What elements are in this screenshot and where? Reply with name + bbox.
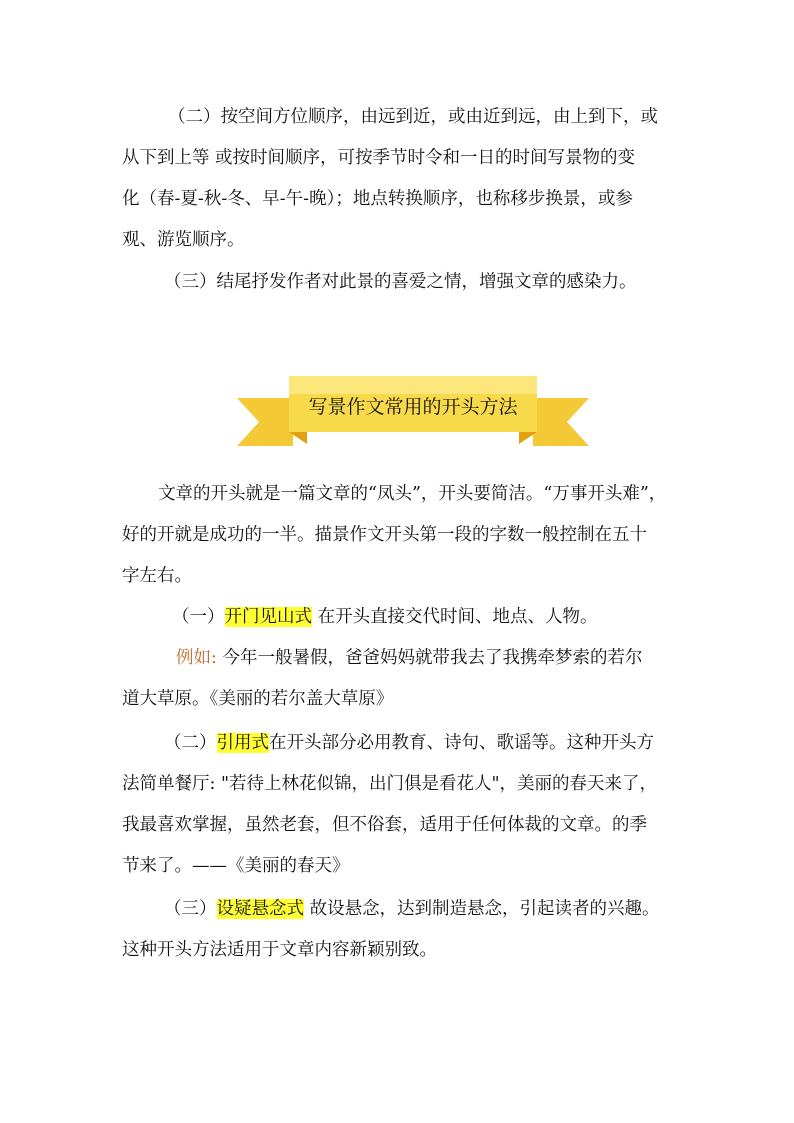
method-1 [172, 605, 732, 629]
paragraph-2-line-1: （二）按空间方位顺序，由远到近，或由近到远，由上到下，或 [168, 107, 658, 127]
method-3-prefix: （三） [164, 899, 217, 919]
method-1-name: 开门见山式 [224, 607, 312, 627]
section-banner [237, 376, 589, 446]
paragraph-2-line-2: 从下到上等 或按时间顺序，可按季节时令和一日的时间写景物的变 [122, 148, 636, 168]
method-1-prefix: （一） [172, 607, 225, 627]
method-2 [164, 731, 724, 755]
method-1-example-line-1 [176, 646, 736, 670]
method-1-example-line-2: 道大草原。《美丽的若尔盖大草原》 [122, 689, 394, 709]
method-3-desc: 故设悬念，达到制造悬念，引起读者的兴趣。 [304, 899, 660, 919]
method-2-line-3: 我最喜欢掌握，虽然老套，但不俗套，适用于任何体裁的文章。的季 [122, 815, 647, 835]
paragraph-2-line-3: 化（春-夏-秋-冬、早-午-晚）；地点转换顺序，也称移步换景，或参 [122, 189, 633, 209]
method-2-desc: 在开头部分必用教育、诗句、歌谣等。这种开头方 [269, 733, 654, 753]
intro-line-3: 字左右。 [122, 566, 192, 586]
banner-title: 写景作文常用的开头方法 [308, 396, 518, 418]
intro-line-1: 文章的开头就是一篇文章的“凤头”，开头要简洁。“万事开头难”， [158, 484, 667, 504]
method-2-line-2: 法简单餐厅: "若待上林花似锦，出门俱是看花人"，美丽的春天来了， [122, 774, 658, 794]
method-3-name: 设疑悬念式 [216, 899, 304, 919]
example-label: 例如: [176, 648, 217, 668]
method-2-prefix: （二） [164, 733, 217, 753]
paragraph-3: （三）结尾抒发作者对此景的喜爱之情，增强文章的感染力。 [164, 272, 637, 292]
method-3-line-2: 这种开头方法适用于文章内容新颖别致。 [122, 940, 437, 960]
method-2-line-4: 节来了。——《美丽的春天》 [122, 856, 350, 876]
paragraph-2-line-4: 观、游览顺序。 [122, 230, 245, 250]
example-text: 今年一般暑假，爸爸妈妈就带我去了我携牵梦索的若尔 [216, 648, 643, 668]
method-2-name: 引用式 [216, 733, 269, 753]
method-3 [164, 897, 724, 921]
method-1-desc: 在开头直接交代时间、地点、人物。 [312, 607, 598, 627]
intro-line-2: 好的开就是成功的一半。描景作文开头第一段的字数一般控制在五十 [122, 525, 647, 545]
